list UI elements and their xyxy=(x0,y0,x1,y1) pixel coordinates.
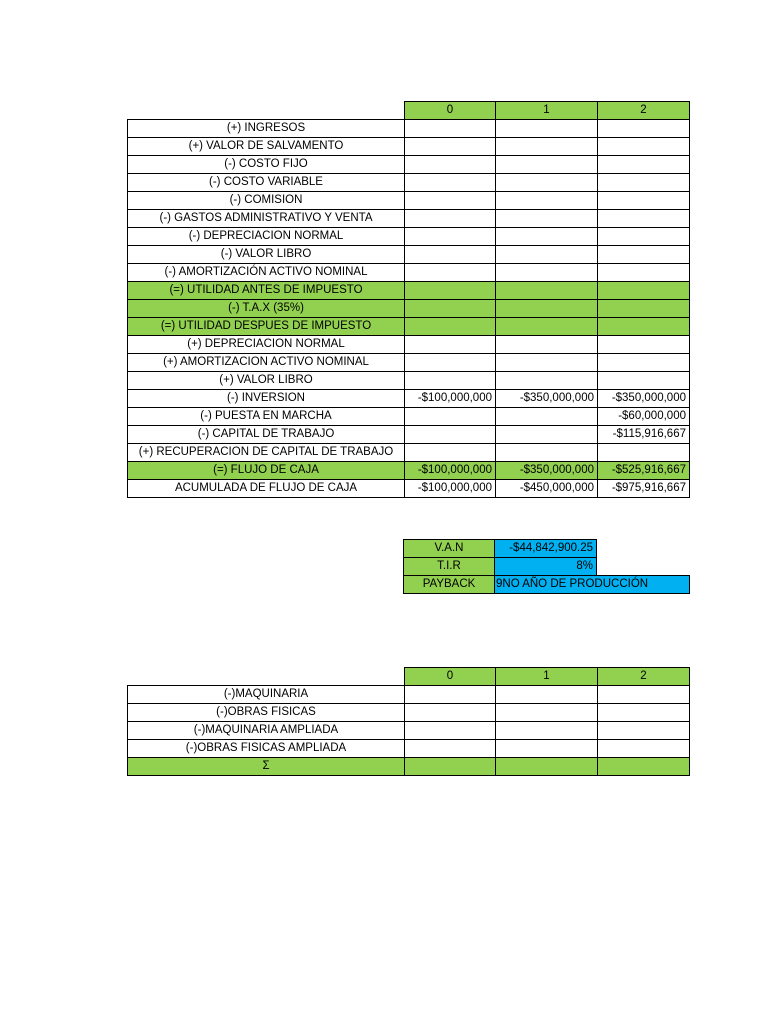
row-label[interactable]: (=) FLUJO DE CAJA xyxy=(128,462,405,480)
van-label[interactable]: V.A.N xyxy=(404,540,495,558)
value-cell[interactable] xyxy=(598,264,690,282)
row-label[interactable]: (-) COMISION xyxy=(128,192,405,210)
value-cell[interactable] xyxy=(496,174,598,192)
value-cell[interactable] xyxy=(496,426,598,444)
value-cell[interactable] xyxy=(598,246,690,264)
cashflow-row xyxy=(128,264,690,282)
value-cell[interactable]: -$100,000,000 xyxy=(405,390,496,408)
value-cell[interactable] xyxy=(598,372,690,390)
cashflow-body xyxy=(128,102,690,498)
cashflow-row xyxy=(128,300,690,318)
value-cell[interactable] xyxy=(405,740,496,758)
value-cell[interactable] xyxy=(598,120,690,138)
value-cell[interactable] xyxy=(405,282,496,300)
value-cell[interactable] xyxy=(405,722,496,740)
cashflow-row xyxy=(128,120,690,138)
value-cell[interactable] xyxy=(496,372,598,390)
cashflow-row xyxy=(128,228,690,246)
cashflow-row xyxy=(128,462,690,480)
investment-row xyxy=(128,758,690,776)
value-cell[interactable] xyxy=(598,740,690,758)
value-cell[interactable] xyxy=(405,758,496,776)
row-label[interactable]: (-)MAQUINARIA xyxy=(128,686,405,704)
payback-value[interactable]: 9NO AÑO DE PRODUCCIÓN xyxy=(495,576,690,594)
value-cell[interactable] xyxy=(405,264,496,282)
value-cell[interactable] xyxy=(598,704,690,722)
value-cell[interactable] xyxy=(405,156,496,174)
row-label[interactable]: (-)MAQUINARIA AMPLIADA xyxy=(128,722,405,740)
value-cell[interactable] xyxy=(405,192,496,210)
row-label[interactable]: ACUMULADA DE FLUJO DE CAJA xyxy=(128,480,405,498)
investment-row xyxy=(128,704,690,722)
value-cell[interactable] xyxy=(405,210,496,228)
indicator-empty-cell xyxy=(597,540,690,558)
cashflow-row xyxy=(128,318,690,336)
value-cell[interactable] xyxy=(496,300,598,318)
row-label[interactable]: (-) PUESTA EN MARCHA xyxy=(128,408,405,426)
tir-value[interactable]: 8% xyxy=(495,558,597,576)
value-cell[interactable] xyxy=(598,174,690,192)
value-cell[interactable] xyxy=(405,686,496,704)
row-label[interactable]: (-) VALOR LIBRO xyxy=(128,246,405,264)
value-cell[interactable] xyxy=(598,444,690,462)
value-cell[interactable]: -$115,916,667 xyxy=(598,426,690,444)
value-cell[interactable] xyxy=(598,300,690,318)
cashflow-row xyxy=(128,390,690,408)
cashflow-row xyxy=(128,372,690,390)
value-cell[interactable] xyxy=(496,758,598,776)
value-cell[interactable] xyxy=(496,408,598,426)
cashflow-row xyxy=(128,426,690,444)
cashflow-row xyxy=(128,156,690,174)
period-header-cell[interactable]: 2 xyxy=(598,102,690,120)
row-label[interactable]: (-) AMORTIZACIÓN ACTIVO NOMINAL xyxy=(128,264,405,282)
payback-label[interactable]: PAYBACK xyxy=(404,576,495,594)
row-label[interactable]: (+) RECUPERACION DE CAPITAL DE TRABAJO xyxy=(128,444,405,462)
value-cell[interactable] xyxy=(598,686,690,704)
tir-label[interactable]: T.I.R xyxy=(404,558,495,576)
value-cell[interactable] xyxy=(598,228,690,246)
value-cell[interactable] xyxy=(496,704,598,722)
value-cell[interactable] xyxy=(598,282,690,300)
value-cell[interactable]: -$525,916,667 xyxy=(598,462,690,480)
value-cell[interactable] xyxy=(496,246,598,264)
value-cell[interactable] xyxy=(496,722,598,740)
investment-row xyxy=(128,686,690,704)
value-cell[interactable] xyxy=(405,408,496,426)
value-cell[interactable] xyxy=(496,264,598,282)
indicator-row-tir xyxy=(404,558,690,576)
value-cell[interactable] xyxy=(496,336,598,354)
period-header-cell[interactable]: 2 xyxy=(598,668,690,686)
cashflow-table xyxy=(127,101,690,498)
row-label[interactable]: (-)OBRAS FISICAS xyxy=(128,704,405,722)
value-cell[interactable] xyxy=(405,318,496,336)
row-label[interactable]: (-) DEPRECIACION NORMAL xyxy=(128,228,405,246)
value-cell[interactable] xyxy=(496,228,598,246)
value-cell[interactable] xyxy=(405,444,496,462)
value-cell[interactable] xyxy=(405,426,496,444)
period-header-cell[interactable]: 0 xyxy=(405,102,496,120)
value-cell[interactable] xyxy=(598,354,690,372)
van-value[interactable]: -$44,842,900.25 xyxy=(495,540,597,558)
value-cell[interactable] xyxy=(405,300,496,318)
value-cell[interactable] xyxy=(598,722,690,740)
value-cell[interactable] xyxy=(405,372,496,390)
header-empty-cell xyxy=(128,668,405,686)
row-label[interactable]: (=) UTILIDAD ANTES DE IMPUESTO xyxy=(128,282,405,300)
value-cell[interactable] xyxy=(496,740,598,758)
value-cell[interactable] xyxy=(405,120,496,138)
indicators-table xyxy=(403,539,690,594)
value-cell[interactable] xyxy=(496,282,598,300)
cashflow-row xyxy=(128,408,690,426)
value-cell[interactable]: -$350,000,000 xyxy=(598,390,690,408)
indicator-row-payback xyxy=(404,576,690,594)
value-cell[interactable] xyxy=(598,336,690,354)
value-cell[interactable] xyxy=(598,138,690,156)
cashflow-row xyxy=(128,480,690,498)
value-cell[interactable]: -$975,916,667 xyxy=(598,480,690,498)
value-cell[interactable]: -$100,000,000 xyxy=(405,480,496,498)
value-cell[interactable] xyxy=(405,138,496,156)
value-cell[interactable] xyxy=(496,444,598,462)
value-cell[interactable] xyxy=(496,120,598,138)
value-cell[interactable]: -$100,000,000 xyxy=(405,462,496,480)
period-header-cell[interactable]: 1 xyxy=(496,668,598,686)
cashflow-row xyxy=(128,282,690,300)
value-cell[interactable] xyxy=(598,210,690,228)
row-label[interactable]: (-) GASTOS ADMINISTRATIVO Y VENTA xyxy=(128,210,405,228)
cashflow-row xyxy=(128,444,690,462)
row-label[interactable]: (+) INGRESOS xyxy=(128,120,405,138)
investment-row xyxy=(128,740,690,758)
value-cell[interactable] xyxy=(405,354,496,372)
period-header-cell[interactable]: 1 xyxy=(496,102,598,120)
value-cell[interactable] xyxy=(496,138,598,156)
value-cell[interactable] xyxy=(405,228,496,246)
row-label[interactable]: (-) T.A.X (35%) xyxy=(128,300,405,318)
value-cell[interactable] xyxy=(405,704,496,722)
cashflow-row xyxy=(128,246,690,264)
indicator-empty-cell xyxy=(597,558,690,576)
cashflow-row xyxy=(128,138,690,156)
investment-body xyxy=(128,668,690,776)
cashflow-row xyxy=(128,354,690,372)
value-cell[interactable] xyxy=(598,192,690,210)
value-cell[interactable] xyxy=(598,156,690,174)
investment-header-row xyxy=(128,668,690,686)
value-cell[interactable] xyxy=(405,336,496,354)
row-label[interactable]: Σ xyxy=(128,758,405,776)
header-empty-cell xyxy=(128,102,405,120)
value-cell[interactable] xyxy=(598,318,690,336)
row-label[interactable]: (-) INVERSION xyxy=(128,390,405,408)
row-label[interactable]: (+) VALOR LIBRO xyxy=(128,372,405,390)
value-cell[interactable] xyxy=(496,192,598,210)
value-cell[interactable] xyxy=(496,686,598,704)
cashflow-row xyxy=(128,192,690,210)
row-label[interactable]: (=) UTILIDAD DESPUES DE IMPUESTO xyxy=(128,318,405,336)
value-cell[interactable]: -$350,000,000 xyxy=(496,462,598,480)
row-label[interactable]: (-) COSTO FIJO xyxy=(128,156,405,174)
indicator-row-van xyxy=(404,540,690,558)
value-cell[interactable] xyxy=(496,210,598,228)
cashflow-row xyxy=(128,336,690,354)
period-header-cell[interactable]: 0 xyxy=(405,668,496,686)
value-cell[interactable] xyxy=(496,318,598,336)
value-cell[interactable]: -$350,000,000 xyxy=(496,390,598,408)
investment-row xyxy=(128,722,690,740)
cashflow-header-row xyxy=(128,102,690,120)
value-cell[interactable] xyxy=(496,156,598,174)
row-label[interactable]: (-) CAPITAL DE TRABAJO xyxy=(128,426,405,444)
value-cell[interactable] xyxy=(496,354,598,372)
row-label[interactable]: (+) AMORTIZACION ACTIVO NOMINAL xyxy=(128,354,405,372)
cashflow-row xyxy=(128,210,690,228)
cashflow-row xyxy=(128,174,690,192)
value-cell[interactable] xyxy=(405,174,496,192)
value-cell[interactable]: -$450,000,000 xyxy=(496,480,598,498)
row-label[interactable]: (-) COSTO VARIABLE xyxy=(128,174,405,192)
investment-table xyxy=(127,667,690,776)
row-label[interactable]: (+) VALOR DE SALVAMENTO xyxy=(128,138,405,156)
row-label[interactable]: (+) DEPRECIACION NORMAL xyxy=(128,336,405,354)
value-cell[interactable] xyxy=(405,246,496,264)
value-cell[interactable] xyxy=(598,758,690,776)
row-label[interactable]: (-)OBRAS FISICAS AMPLIADA xyxy=(128,740,405,758)
value-cell[interactable]: -$60,000,000 xyxy=(598,408,690,426)
